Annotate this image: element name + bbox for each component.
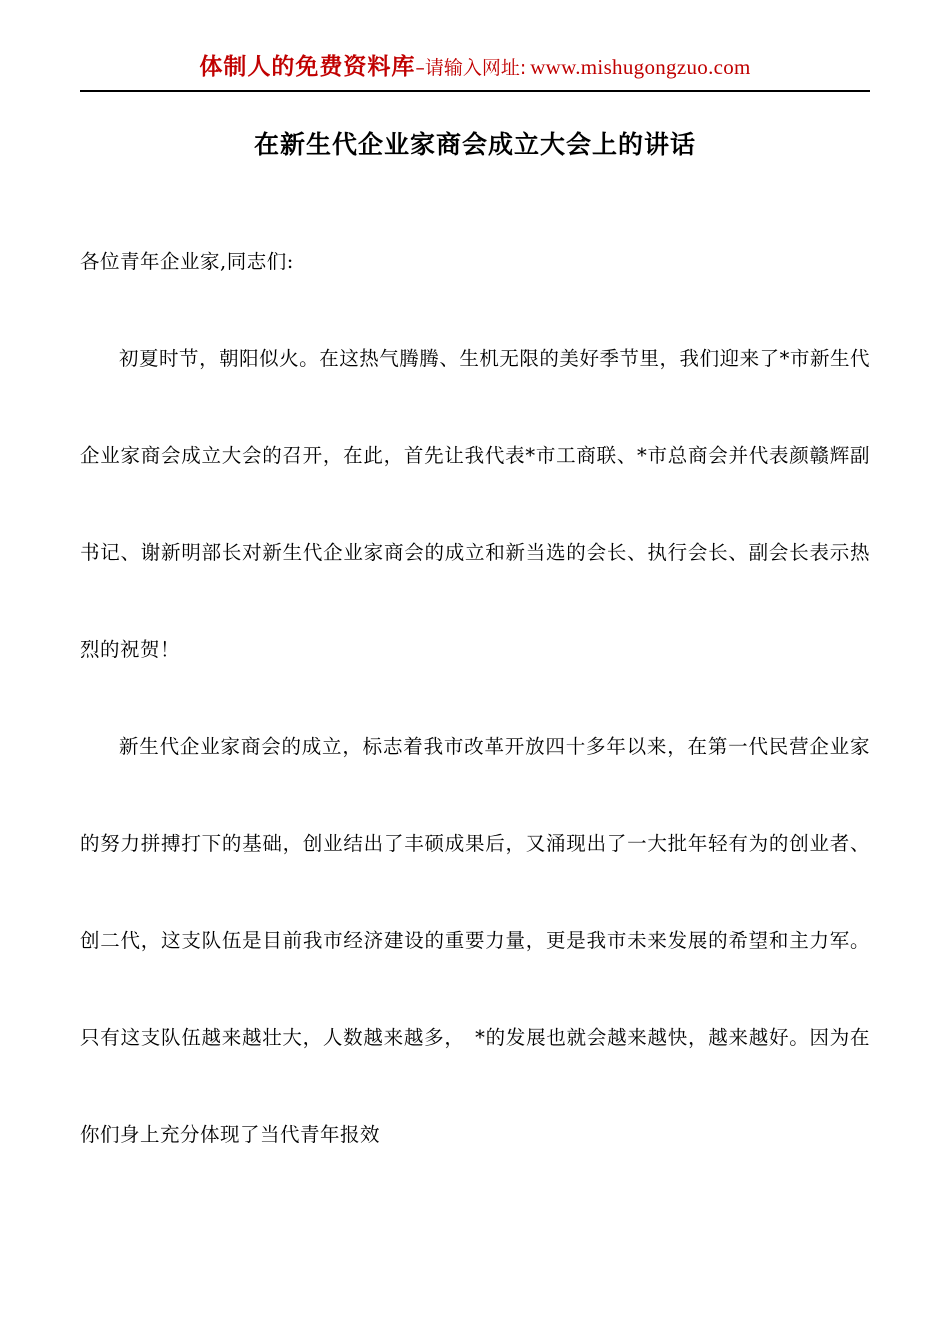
document-body (80, 213, 870, 1183)
banner-text-line (199, 55, 750, 80)
banner-dash: – (415, 57, 425, 79)
site-brand-name: 体制人的免费资料库 (199, 54, 416, 80)
salutation-line: 各位青年企业家,同志们: (80, 250, 294, 274)
body-paragraph-1: 初夏时节，朝阳似火。在这热气腾腾、生机无限的美好季节里，我们迎来了*市新生代企业家商会成立大会的召开，在此，首先让我代表*市工商联、*市总商会并代表颜赣辉副书记、谢新明部长对新生代企业家商会的成立和新当选的会长、执行会长、副会长表示热烈的祝贺！ (80, 347, 870, 662)
page-title: 在新生代企业家商会成立大会上的讲话 (253, 130, 696, 160)
url-prompt-label: 请输入网址: (424, 57, 527, 79)
site-banner (80, 0, 870, 92)
site-url[interactable]: www.mishugongzuo.com (530, 55, 751, 79)
body-paragraph-2: 新生代企业家商会的成立，标志着我市改革开放四十多年以来，在第一代民营企业家的努力拼搏打下的基础，创业结出了丰硕成果后，又涌现出了一大批年轻有为的创业者、创二代，这支队伍是目前我市经济建设的重要力量，更是我市未来发展的希望和主力军。只有这支队伍越来越壮大，人数越来越多， *的发展也就会越来越快，越来越好。因为在你们身上充分体现了当代青年报效 (80, 735, 870, 1147)
header-divider (80, 90, 870, 92)
